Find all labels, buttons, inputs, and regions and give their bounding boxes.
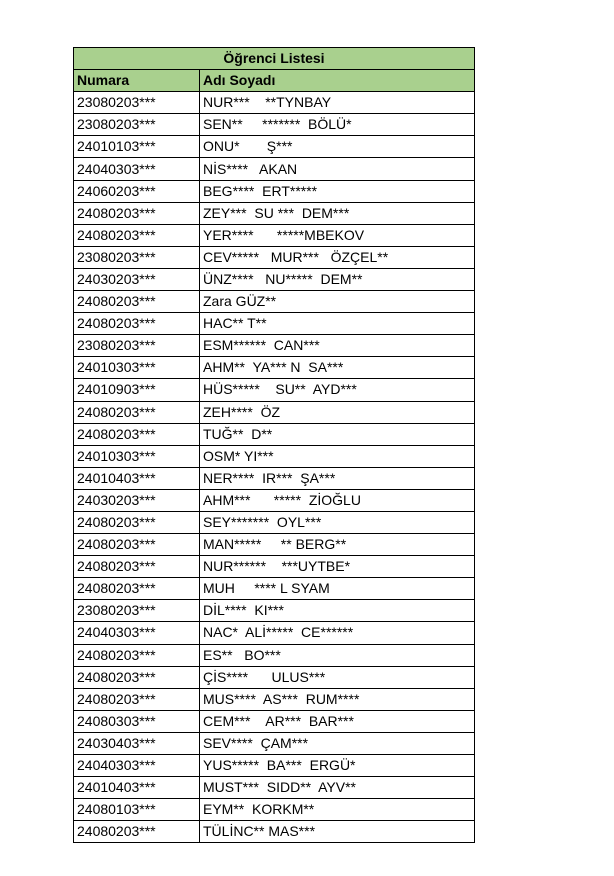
student-number-cell[interactable]: 24010903*** [74,379,200,401]
student-number-cell[interactable]: 23080203*** [74,114,200,136]
student-name-cell[interactable]: TUĞ** D** [200,423,475,445]
student-list-sheet [73,47,474,843]
student-number-cell[interactable]: 24080203*** [74,202,200,224]
student-name-cell[interactable]: NUR*** **TYNBAY [200,92,475,114]
student-name-cell[interactable]: ES** BO*** [200,644,475,666]
title-row [74,48,475,70]
student-number-cell[interactable]: 23080203*** [74,246,200,268]
table-row [74,246,475,268]
student-name-cell[interactable]: OSM* YI*** [200,445,475,467]
student-name-cell[interactable]: BEG**** ERT***** [200,180,475,202]
student-name-cell[interactable]: NİS**** AKAN [200,158,475,180]
student-number-cell[interactable]: 24040303*** [74,622,200,644]
header-row [74,70,475,92]
student-number-cell[interactable]: 23080203*** [74,92,200,114]
table-row [74,291,475,313]
student-number-cell[interactable]: 24040303*** [74,158,200,180]
student-name-cell[interactable]: NAC* ALİ***** CE****** [200,622,475,644]
table-row [74,467,475,489]
student-number-cell[interactable]: 24030403*** [74,732,200,754]
student-name-cell[interactable]: NER**** IR*** ŞA*** [200,467,475,489]
table-row [74,666,475,688]
table-row [74,379,475,401]
student-name-cell[interactable]: YER**** *****MBEKOV [200,224,475,246]
table-title[interactable]: Öğrenci Listesi [74,48,475,70]
student-number-cell[interactable]: 24080203*** [74,423,200,445]
student-number-cell[interactable]: 24080203*** [74,556,200,578]
student-name-cell[interactable]: ONU* Ş*** [200,136,475,158]
student-number-cell[interactable]: 24080203*** [74,821,200,843]
table-row [74,401,475,423]
student-name-cell[interactable]: EYM** KORKM** [200,799,475,821]
student-number-cell[interactable]: 24080203*** [74,688,200,710]
student-name-cell[interactable]: ÜNZ**** NU***** DEM** [200,268,475,290]
table-row [74,755,475,777]
student-name-cell[interactable]: NUR****** ***UYTBE* [200,556,475,578]
student-number-cell[interactable]: 24060203*** [74,180,200,202]
student-name-cell[interactable]: SEV**** ÇAM*** [200,732,475,754]
student-name-cell[interactable]: MAN***** ** BERG** [200,534,475,556]
table-row [74,158,475,180]
table-row [74,202,475,224]
student-name-cell[interactable]: Zara GÜZ** [200,291,475,313]
student-number-cell[interactable]: 24080203*** [74,578,200,600]
student-number-cell[interactable]: 24040303*** [74,755,200,777]
table-row [74,578,475,600]
student-name-cell[interactable]: TÜLİNC** MAS*** [200,821,475,843]
student-name-cell[interactable]: ESM****** CAN*** [200,335,475,357]
student-number-cell[interactable]: 24010103*** [74,136,200,158]
table-row [74,489,475,511]
table-row [74,423,475,445]
student-name-cell[interactable]: DİL**** KI*** [200,600,475,622]
student-number-cell[interactable]: 24080203*** [74,313,200,335]
table-row [74,644,475,666]
student-name-cell[interactable]: HAC** T** [200,313,475,335]
student-number-cell[interactable]: 24080103*** [74,799,200,821]
header-name[interactable]: Adı Soyadı [200,70,475,92]
table-row [74,335,475,357]
table-row [74,357,475,379]
header-number[interactable]: Numara [74,70,200,92]
table-row [74,556,475,578]
table-row [74,114,475,136]
student-name-cell[interactable]: CEV***** MUR*** ÖZÇEL** [200,246,475,268]
student-number-cell[interactable]: 24030203*** [74,268,200,290]
student-number-cell[interactable]: 24030203*** [74,489,200,511]
student-number-cell[interactable]: 24080203*** [74,644,200,666]
student-number-cell[interactable]: 23080203*** [74,600,200,622]
student-number-cell[interactable]: 24080203*** [74,224,200,246]
student-number-cell[interactable]: 24080203*** [74,291,200,313]
student-number-cell[interactable]: 24010403*** [74,777,200,799]
student-name-cell[interactable]: MUH **** L SYAM [200,578,475,600]
student-name-cell[interactable]: SEN** ******* BÖLÜ* [200,114,475,136]
student-name-cell[interactable]: AHM*** ***** ZİOĞLU [200,489,475,511]
table-row [74,799,475,821]
table-row [74,445,475,467]
table-row [74,600,475,622]
table-row [74,92,475,114]
table-row [74,821,475,843]
table-row [74,180,475,202]
student-number-cell[interactable]: 24010303*** [74,445,200,467]
student-list-table [73,47,475,843]
table-row [74,710,475,732]
table-row [74,777,475,799]
table-row [74,688,475,710]
student-name-cell[interactable]: AHM** YA*** N SA*** [200,357,475,379]
student-name-cell[interactable]: ÇİS**** ULUS*** [200,666,475,688]
table-row [74,622,475,644]
student-number-cell[interactable]: 24080203*** [74,401,200,423]
student-number-cell[interactable]: 23080203*** [74,335,200,357]
student-name-cell[interactable]: MUST*** SIDD** AYV** [200,777,475,799]
student-name-cell[interactable]: YUS***** BA*** ERGÜ* [200,755,475,777]
student-name-cell[interactable]: HÜS***** SU** AYD*** [200,379,475,401]
student-name-cell[interactable]: CEM*** AR*** BAR*** [200,710,475,732]
table-row [74,511,475,533]
student-number-cell[interactable]: 24010303*** [74,357,200,379]
table-row [74,313,475,335]
student-number-cell[interactable]: 24010403*** [74,467,200,489]
table-row [74,268,475,290]
table-row [74,224,475,246]
student-number-cell[interactable]: 24080203*** [74,666,200,688]
table-row [74,732,475,754]
student-number-cell[interactable]: 24080203*** [74,511,200,533]
student-name-cell[interactable]: ZEH**** ÖZ [200,401,475,423]
student-name-cell[interactable]: MUS**** AS*** RUM**** [200,688,475,710]
student-name-cell[interactable]: SEY******* OYL*** [200,511,475,533]
student-number-cell[interactable]: 24080203*** [74,534,200,556]
student-name-cell[interactable]: ZEY*** SU *** DEM*** [200,202,475,224]
table-row [74,136,475,158]
table-row [74,534,475,556]
student-number-cell[interactable]: 24080303*** [74,710,200,732]
